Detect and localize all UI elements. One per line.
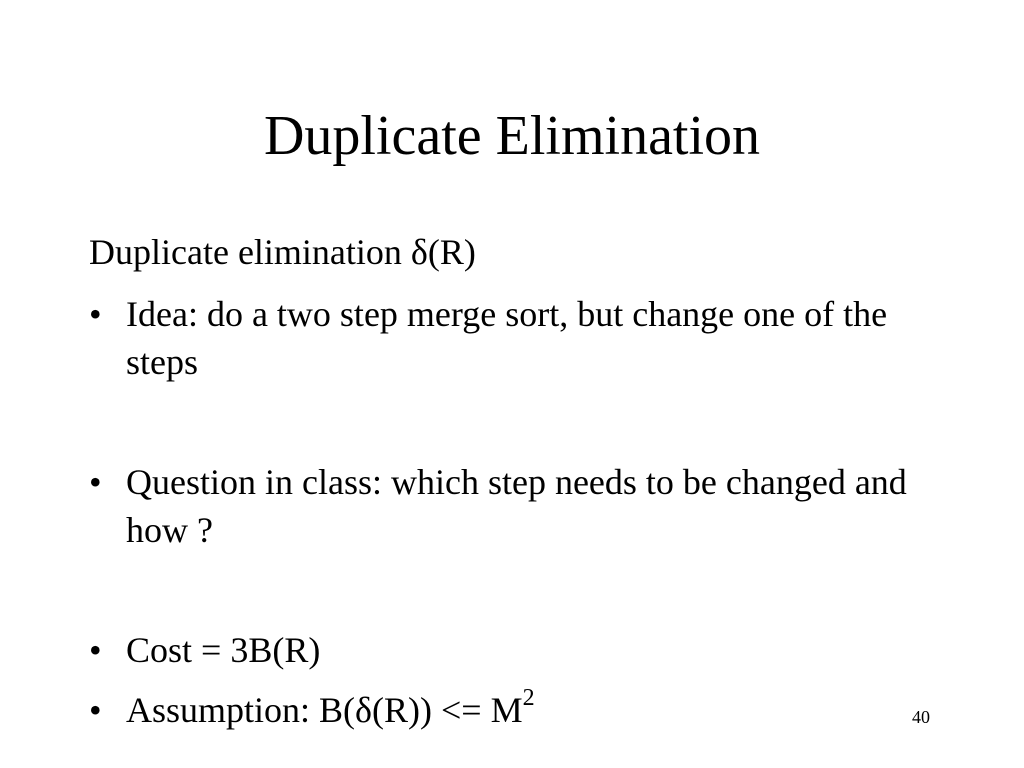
slide-title: Duplicate Elimination (263, 105, 761, 167)
bullet-text-with-superscript (89, 686, 919, 734)
bullet-item (89, 290, 919, 386)
bullet-text: Idea: do a two step merge sort, but change one of the steps (126, 294, 888, 382)
bullet-marker: • (89, 690, 102, 730)
page-number: 40 (912, 707, 930, 727)
bullet-item (89, 458, 919, 554)
intro-line: Duplicate elimination δ(R) (89, 232, 476, 272)
bullet-item (89, 626, 919, 674)
bullet-marker: • (89, 630, 102, 670)
bullet-text: Assumption: B(δ(R)) <= M (126, 690, 523, 730)
bullet-text: Question in class: which step needs to be changed and how ? (126, 462, 907, 550)
bullet-marker: • (89, 294, 102, 334)
superscript: 2 (522, 685, 535, 711)
bullet-item (89, 686, 919, 734)
bullet-marker: • (89, 462, 102, 502)
bullet-text: Cost = 3B(R) (126, 630, 321, 670)
